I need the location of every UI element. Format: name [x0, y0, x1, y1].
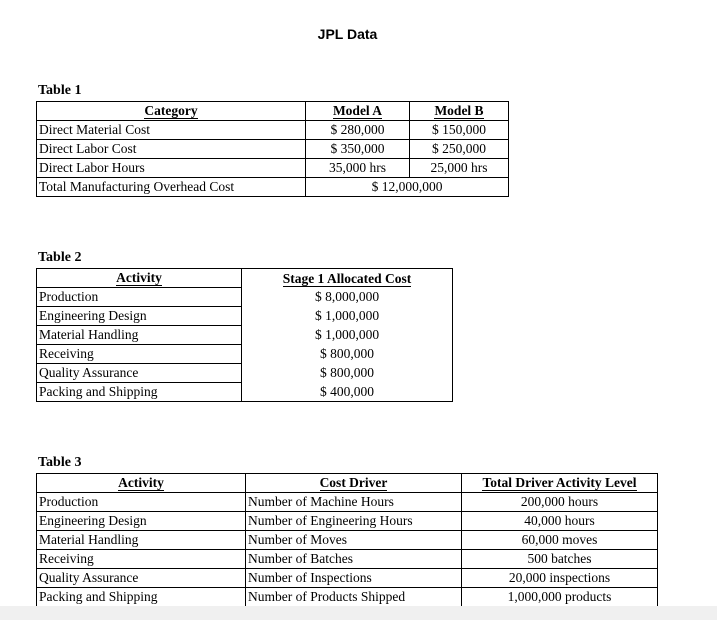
bottom-edge-strip — [0, 606, 717, 620]
table-3-level: 40,000 hours — [462, 512, 658, 531]
table-2-activity: Packing and Shipping — [37, 383, 242, 402]
table-1-model-a: $ 350,000 — [306, 140, 410, 159]
table-2-activity: Production — [37, 288, 242, 307]
table-2-header-activity: Activity — [37, 269, 242, 288]
table-3-activity: Production — [37, 493, 246, 512]
table-1-header-row — [37, 102, 509, 121]
table-row — [37, 569, 658, 588]
table-row — [37, 121, 509, 140]
table-2-header-cost: Stage 1 Allocated Cost — [242, 269, 453, 288]
table-3-driver: Number of Engineering Hours — [246, 512, 462, 531]
table-1-overhead-label: Total Manufacturing Overhead Cost — [37, 178, 306, 197]
table-3-driver: Number of Machine Hours — [246, 493, 462, 512]
table-3-level: 200,000 hours — [462, 493, 658, 512]
table-row — [37, 307, 453, 326]
table-1-label: Table 1 — [38, 83, 82, 98]
table-3-driver: Number of Inspections — [246, 569, 462, 588]
table-3-activity: Quality Assurance — [37, 569, 246, 588]
table-3-activity: Material Handling — [37, 531, 246, 550]
table-2-cost: $ 8,000,000 — [242, 288, 453, 307]
table-2-cost: $ 400,000 — [242, 383, 453, 402]
table-row — [37, 288, 453, 307]
table-2-cost: $ 800,000 — [242, 364, 453, 383]
table-row — [37, 550, 658, 569]
table-row — [37, 159, 509, 178]
table-3-activity: Engineering Design — [37, 512, 246, 531]
table-row — [37, 493, 658, 512]
table-3-level: 60,000 moves — [462, 531, 658, 550]
table-row — [37, 345, 453, 364]
table-3-header-driver: Cost Driver — [246, 474, 462, 493]
table-1-header-model-b: Model B — [410, 102, 509, 121]
table-3-label: Table 3 — [38, 455, 82, 470]
table-2-cost: $ 1,000,000 — [242, 307, 453, 326]
table-1-category: Direct Labor Cost — [37, 140, 306, 159]
table-1-model-b: $ 250,000 — [410, 140, 509, 159]
table-3-header-activity: Activity — [37, 474, 246, 493]
table-1-model-b: $ 150,000 — [410, 121, 509, 140]
table-2-label: Table 2 — [38, 250, 82, 265]
table-row — [37, 531, 658, 550]
table-1-model-a: $ 280,000 — [306, 121, 410, 140]
table-2-activity: Engineering Design — [37, 307, 242, 326]
table-3-header-level: Total Driver Activity Level — [462, 474, 658, 493]
table-2-cost: $ 1,000,000 — [242, 326, 453, 345]
table-2-cost: $ 800,000 — [242, 345, 453, 364]
table-3-driver: Number of Batches — [246, 550, 462, 569]
table-3-activity: Packing and Shipping — [37, 588, 246, 607]
table-row — [37, 512, 658, 531]
table-3-level: 1,000,000 products — [462, 588, 658, 607]
table-2-header-row — [37, 269, 453, 288]
table-row — [37, 364, 453, 383]
table-row — [37, 178, 509, 197]
table-2-activity: Quality Assurance — [37, 364, 242, 383]
table-3-level: 500 batches — [462, 550, 658, 569]
table-2 — [36, 268, 453, 402]
table-1-model-b: 25,000 hrs — [410, 159, 509, 178]
table-row — [37, 588, 658, 607]
table-2-activity: Material Handling — [37, 326, 242, 345]
table-3-activity: Receiving — [37, 550, 246, 569]
table-1-header-model-a: Model A — [306, 102, 410, 121]
table-row — [37, 383, 453, 402]
page-title: JPL Data — [317, 26, 378, 42]
table-3 — [36, 473, 658, 607]
table-2-activity: Receiving — [37, 345, 242, 364]
table-3-driver: Number of Products Shipped — [246, 588, 462, 607]
table-1-overhead-value: $ 12,000,000 — [306, 178, 509, 197]
table-1-header-category: Category — [37, 102, 306, 121]
table-1 — [36, 101, 509, 197]
table-3-level: 20,000 inspections — [462, 569, 658, 588]
table-row — [37, 326, 453, 345]
table-1-model-a: 35,000 hrs — [306, 159, 410, 178]
table-1-category: Direct Material Cost — [37, 121, 306, 140]
table-1-category: Direct Labor Hours — [37, 159, 306, 178]
table-row — [37, 140, 509, 159]
table-3-driver: Number of Moves — [246, 531, 462, 550]
table-3-header-row — [37, 474, 658, 493]
